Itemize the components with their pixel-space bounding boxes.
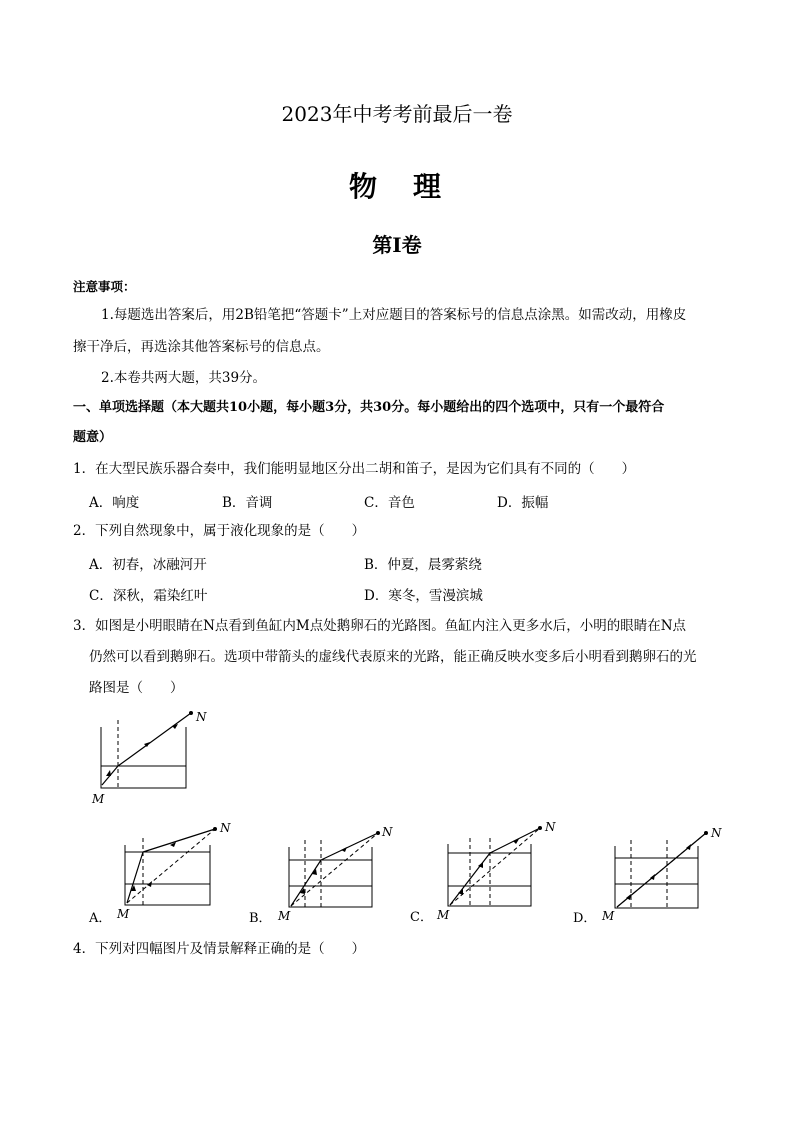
option-a-label: A． [89,911,112,926]
b-label-n: N [382,825,393,839]
question-3-stem-line-3: 路图是（ ） [89,680,184,696]
tank-outline [101,727,186,788]
a-label-n: N [220,821,231,835]
option-b-figure [277,825,393,923]
q1-option-a: A．响度 [89,495,140,511]
a-label-m: M [117,907,130,921]
note-item-1-line-1: 1.每题选出答案后，用2B铅笔把“答题卡”上对应题目的答案标号的信息点涂黑。如需改动，用橡皮 [101,307,687,323]
exam-title: 2023年中考考前最后一卷 [281,102,513,126]
d-label-n: N [711,826,722,840]
q2-option-c: C．深秋，霜染红叶 [89,588,208,604]
q1-option-d: D．振幅 [497,495,549,511]
notes-heading: 注意事项： [73,279,136,294]
q1-option-b: B．音调 [222,495,273,511]
question-4-stem: 4．下列对四幅图片及情景解释正确的是（ ） [73,941,366,957]
c-label-m: M [437,908,450,922]
q1-option-c: C．音色 [364,495,415,511]
option-a-figure [116,821,231,921]
question-3-stem-line-2: 仍然可以看到鹅卵石。选项中带箭头的虚线代表原来的光路，能正确反映水变多后小明看到鹅卵石的光 [89,649,697,665]
option-d-label: D． [573,911,597,926]
section-heading-line-2: 题意） [73,430,113,445]
note-item-1-line-2: 擦干净后，再选涂其他答案标号的信息点。 [73,339,330,355]
b-label-m: M [278,909,291,923]
question-2-stem: 2．下列自然现象中，属于液化现象的是（ ） [73,523,366,539]
q2-option-b: B．仲夏，晨雾萦绕 [364,557,482,573]
c-label-n: N [545,820,556,834]
label-n: N [196,710,207,724]
label-m: M [92,792,105,806]
q2-option-a: A．初春，冰融河开 [89,557,207,573]
volume-title: 第Ⅰ卷 [372,233,422,257]
arrow-marker [106,770,111,776]
section-heading-line-1: 一、单项选择题（本大题共10小题，每小题3分，共30分。每小题给出的四个选项中，只有一个最符合 [73,400,665,415]
option-b-label: B． [249,911,272,926]
note-item-2: 2.本卷共两大题，共39分。 [101,370,267,386]
subject-title: 物 理 [348,170,445,203]
q2-option-d: D．寒冬，雪漫滨城 [364,588,483,604]
question-1-stem: 1．在大型民族乐器合奏中，我们能明显地区分出二胡和笛子，是因为它们具有不同的（ ） [73,461,636,477]
option-c-label: C． [410,910,433,925]
option-d-figure [601,826,722,923]
option-c-figure [436,820,556,922]
eye-point-n [189,711,193,715]
main-light-path-figure [91,710,207,806]
d-label-m: M [602,909,615,923]
ray-in-air [118,713,191,766]
question-3-stem-line-1: 3．如图是小明眼睛在N点看到鱼缸内M点处鹅卵石的光路图。鱼缸内注入更多水后，小明的眼睛在N点 [73,618,687,634]
